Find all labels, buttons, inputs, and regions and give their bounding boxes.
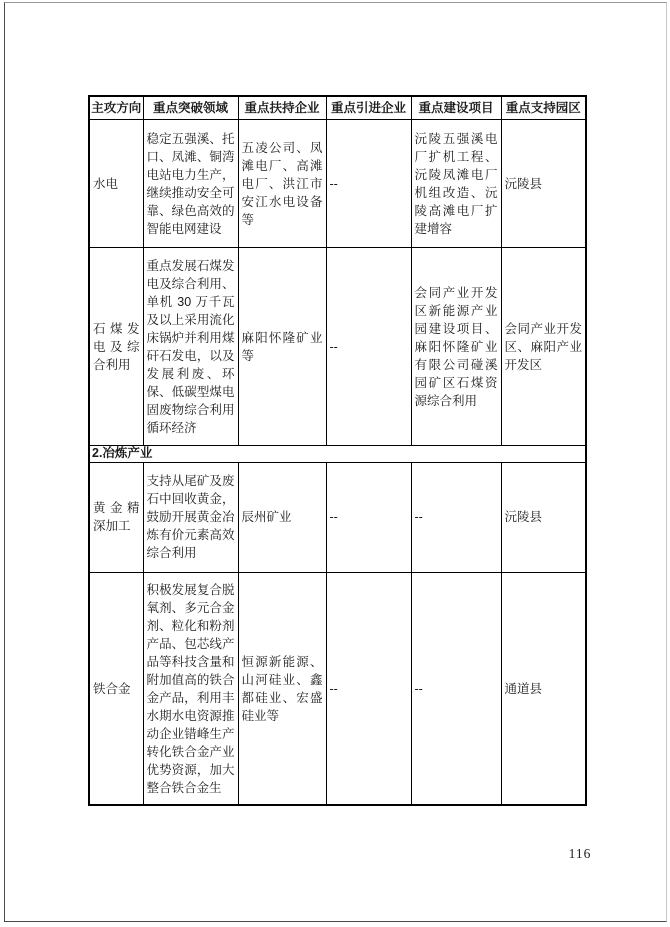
section-header-row	[89, 446, 586, 463]
cell-direction: 石煤发电及综合利用	[89, 248, 143, 446]
header-supported-parks: 重点支持园区	[501, 96, 586, 120]
header-construction-projects: 重点建设项目	[411, 96, 501, 120]
cell-supported-parks: 通道县	[501, 572, 586, 805]
cell-supported-parks: 沅陵县	[501, 462, 586, 572]
cell-construction-projects: 沅陵五强溪电厂扩机工程、沅陵凤滩电厂机组改造、沅陵高滩电厂扩建增容	[411, 120, 501, 248]
cell-breakthrough-fields: 重点发展石煤发电及综合利用、单机 30 万千瓦及以上采用流化床锅炉并利用煤矸石发电，以及发展利废、环保、低碳型煤电固废物综合利用循环经济	[143, 248, 238, 446]
cell-construction-projects: --	[411, 462, 501, 572]
cell-supported-enterprises: 五凌公司、凤滩电厂、高滩电厂、洪江市安江水电设备等	[238, 120, 326, 248]
cell-supported-parks: 会同产业开发区、麻阳产业开发区	[501, 248, 586, 446]
table-row	[89, 572, 586, 805]
section-title: 2.冶炼产业	[89, 446, 586, 463]
page-number: 116	[568, 846, 592, 861]
table-row	[89, 462, 586, 572]
cell-breakthrough-fields: 稳定五强溪、托口、凤滩、铜湾电站电力生产，继续推动安全可靠、绿色高效的智能电网建设	[143, 120, 238, 248]
header-main-direction: 主攻方向	[89, 96, 143, 120]
header-introduced-enterprises: 重点引进企业	[326, 96, 411, 120]
cell-supported-enterprises: 麻阳怀隆矿业等	[238, 248, 326, 446]
table-header-row	[89, 96, 586, 120]
cell-introduced-enterprises: --	[326, 572, 411, 805]
cell-direction: 黄金精深加工	[89, 462, 143, 572]
table-row	[89, 248, 586, 446]
cell-introduced-enterprises: --	[326, 248, 411, 446]
header-breakthrough-fields: 重点突破领域	[143, 96, 238, 120]
cell-supported-enterprises: 恒源新能源、山河硅业、鑫都硅业、宏盛硅业等	[238, 572, 326, 805]
cell-construction-projects: 会同产业开发区新能源产业园建设项目、麻阳怀隆矿业有限公司碰溪园矿区石煤资源综合利用	[411, 248, 501, 446]
cell-supported-parks: 沅陵县	[501, 120, 586, 248]
cell-breakthrough-fields: 积极发展复合脱氧剂、多元合金剂、粒化和粉剂产品、包芯线产品等科技含量和附加值高的铁合金产品，利用丰水期水电资源推动企业错峰生产转化铁合金产业优势资源，加大整合铁合金生	[143, 572, 238, 805]
cell-direction: 水电	[89, 120, 143, 248]
cell-breakthrough-fields: 支持从尾矿及废石中回收黄金，鼓励开展黄金冶炼有价元素高效综合利用	[143, 462, 238, 572]
cell-introduced-enterprises: --	[326, 120, 411, 248]
table-row	[89, 120, 586, 248]
cell-direction: 铁合金	[89, 572, 143, 805]
cell-supported-enterprises: 辰州矿业	[238, 462, 326, 572]
cell-construction-projects: --	[411, 572, 501, 805]
cell-introduced-enterprises: --	[326, 462, 411, 572]
industry-plan-table	[88, 95, 587, 806]
header-supported-enterprises: 重点扶持企业	[238, 96, 326, 120]
